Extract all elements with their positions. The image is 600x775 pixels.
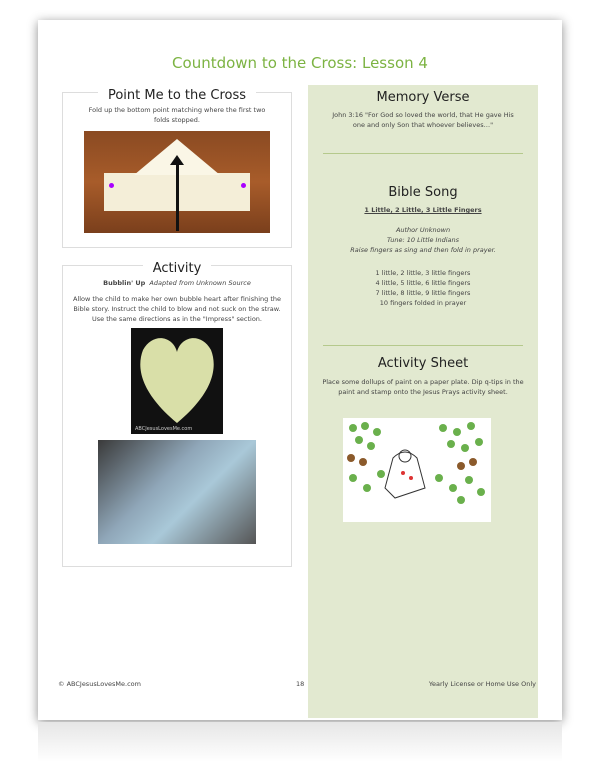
activity-sheet-image [343,418,491,522]
song-tune: Tune: 10 Little Indians [386,236,459,244]
song-heading: Bible Song [388,185,458,200]
bubble-photo [98,440,256,544]
page-reflection [38,722,562,762]
activity-text: Allow the child to make her own bubble heart after finishing the Bible story. Instruct the child to blow and not suck on the straw. Use the same directions as in the "Impress" section. [73,295,281,323]
footer-page-number: 18 [296,680,305,688]
sheet-text: Place some dollups of paint on a paper plate. Dip q-tips in the paint and stamp onto the Jesus Prays activity sheet. [322,378,524,396]
arrow-icon [176,161,179,231]
right-column [308,85,538,718]
memory-text: John 3:16 "For God so loved the world, that He gave His one and only Son that whoever believes…" [332,111,514,129]
song-instructions: Raise fingers as sing and then fold in prayer. [350,246,496,254]
footer-license: Yearly License or Home Use Only [428,680,536,688]
lyric-line: 7 little, 8 little, 9 little fingers [375,289,471,297]
activity-source: Adapted from Unknown Source [149,279,251,287]
memory-heading: Memory Verse [376,90,470,105]
lyric-line: 4 little, 5 little, 6 little fingers [375,279,471,287]
song-credits [308,225,538,255]
watermark: ABCJesusLovesMe.com [135,426,193,432]
heart-photo [131,328,223,434]
point-text: Fold up the bottom point matching where the first two folds stopped. [88,106,266,124]
lyric-line: 10 fingers folded in prayer [379,299,467,307]
point-section [62,88,292,248]
song-lyrics [308,268,538,308]
sheet-heading: Activity Sheet [377,356,469,371]
lesson-page [38,20,562,720]
point-heading: Point Me to the Cross [98,88,256,103]
song-author: Author Unknown [395,226,451,234]
activity-section [62,261,292,567]
activity-heading: Activity [143,261,212,276]
fold-photo [84,131,270,233]
activity-name: Bubblin' Up [103,279,146,287]
song-title: 1 Little, 2 Little, 3 Little Fingers [364,206,482,214]
footer-copyright: © ABCJesusLovesMe.com [58,680,141,688]
lyric-line: 1 little, 2 little, 3 little fingers [375,269,471,277]
page-title: Countdown to the Cross: Lesson 4 [172,54,428,72]
